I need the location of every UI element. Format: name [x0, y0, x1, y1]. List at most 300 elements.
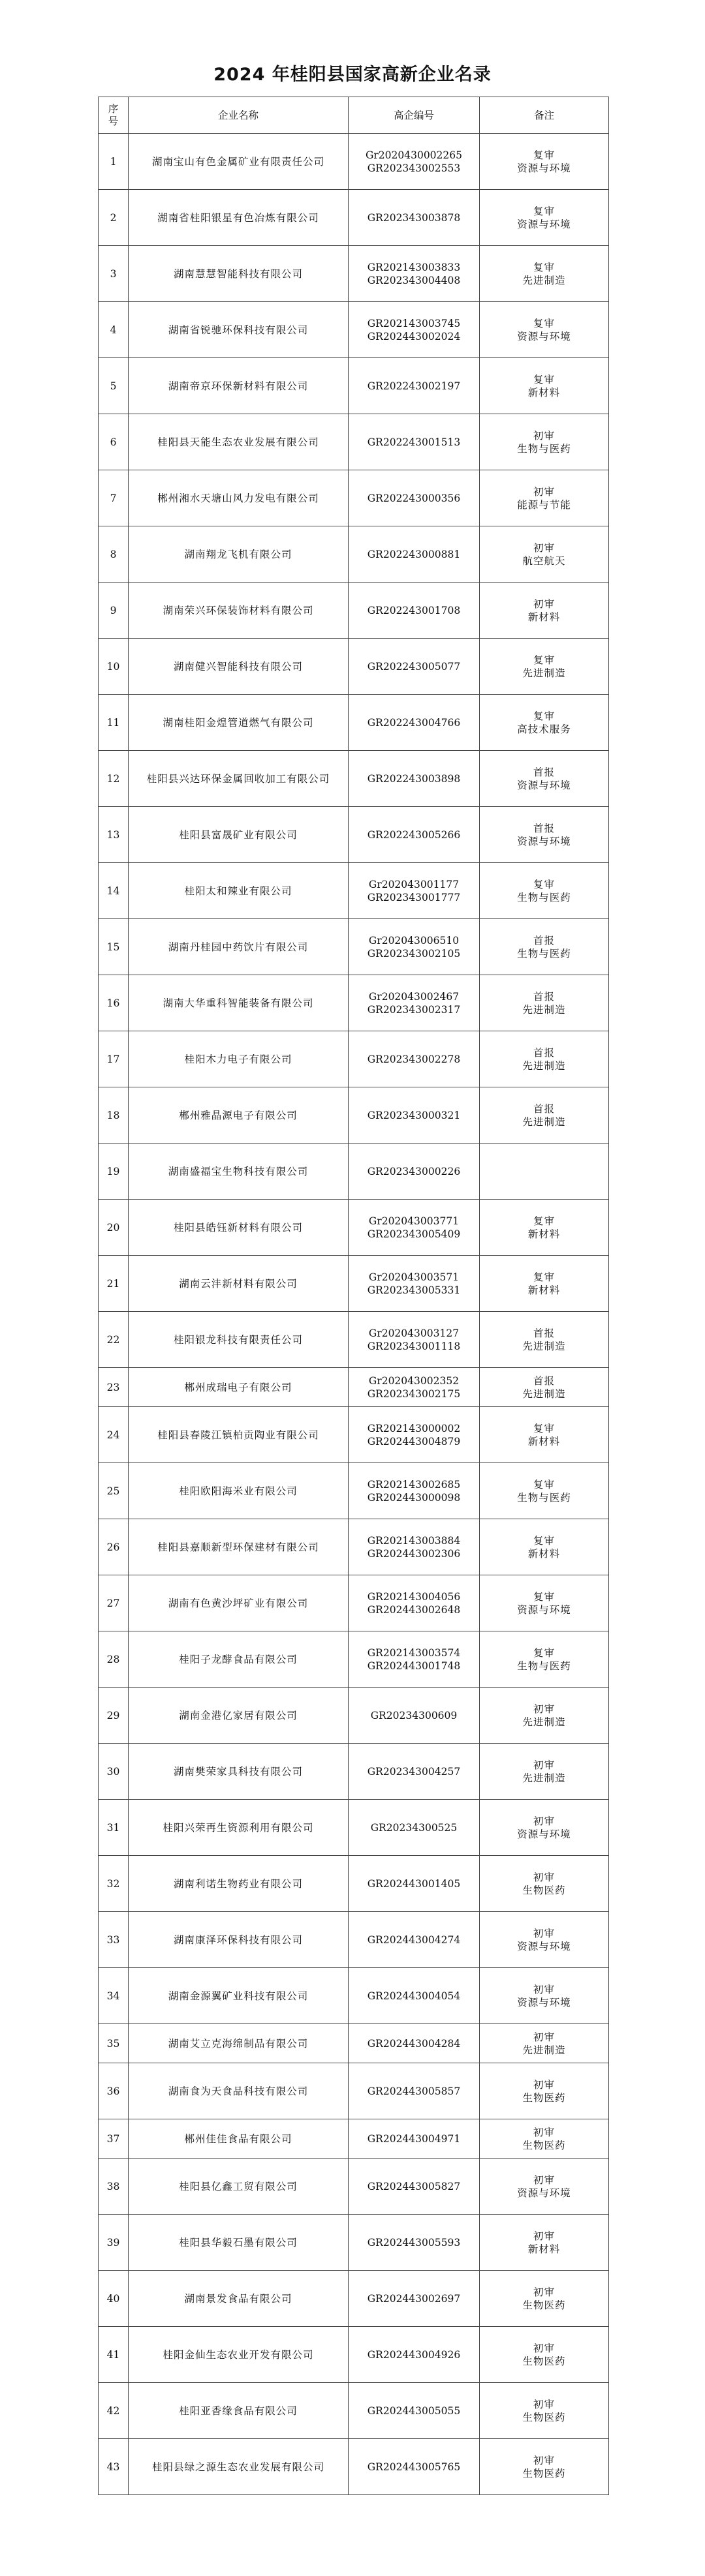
cert-code: GR202443004274 [367, 1933, 461, 1946]
remarks [480, 470, 609, 526]
review-status: 初审 [533, 541, 555, 554]
table-row [99, 919, 609, 975]
review-status: 初审 [533, 2398, 555, 2410]
tech-field: 新材料 [527, 1547, 561, 1560]
review-status: 首报 [533, 934, 555, 947]
tech-field: 生物医药 [522, 2411, 566, 2423]
cert-codes [349, 863, 480, 919]
review-status: 初审 [533, 1815, 555, 1827]
cert-code: GR202443005055 [367, 2404, 461, 2417]
cert-code: GR202443002306 [367, 1547, 461, 1560]
remarks [480, 1463, 609, 1519]
remarks [480, 751, 609, 807]
cert-codes [349, 583, 480, 639]
row-number: 12 [99, 751, 129, 807]
table-row [99, 1575, 609, 1631]
review-status: 复审 [533, 1590, 555, 1603]
company-name: 桂阳太和辣业有限公司 [129, 863, 349, 919]
row-number: 30 [99, 1744, 129, 1800]
row-number: 9 [99, 583, 129, 639]
cert-codes [349, 302, 480, 358]
row-number: 14 [99, 863, 129, 919]
remarks [480, 1968, 609, 2024]
row-number: 7 [99, 470, 129, 526]
company-name: 桂阳县富晟矿业有限公司 [129, 807, 349, 863]
row-number: 36 [99, 2063, 129, 2119]
tech-field: 生物与医药 [517, 891, 571, 903]
tech-field: 资源与环境 [517, 779, 571, 791]
table-row [99, 2215, 609, 2271]
review-status: 初审 [533, 1703, 555, 1715]
cert-code: GR202343002278 [367, 1053, 461, 1065]
cert-code: Gr202043003127 [368, 1327, 460, 1339]
review-status: 初审 [533, 1983, 555, 1995]
cert-code: Gr202043003571 [368, 1271, 460, 1283]
company-name: 桂阳县兴达环保金属回收加工有限公司 [129, 751, 349, 807]
tech-field: 资源与环境 [517, 162, 571, 174]
table-row [99, 1087, 609, 1144]
table-row [99, 1968, 609, 2024]
cert-code: Gr202043002352 [368, 1374, 460, 1387]
cert-code: GR202443005827 [367, 2180, 461, 2192]
cert-code: GR202443005765 [367, 2461, 461, 2473]
remarks [480, 2439, 609, 2495]
cert-code: GR202443004971 [367, 2132, 461, 2145]
cert-code: GR202343001777 [367, 891, 461, 903]
review-status: 复审 [533, 1646, 555, 1659]
cert-codes [349, 246, 480, 302]
remarks [480, 2271, 609, 2327]
cert-codes [349, 639, 480, 695]
table-row [99, 751, 609, 807]
table-row [99, 2119, 609, 2159]
company-name: 郴州湘水天塘山风力发电有限公司 [129, 470, 349, 526]
tech-field: 先进制造 [522, 1115, 566, 1128]
company-name: 湖南荣兴环保装饰材料有限公司 [129, 583, 349, 639]
remarks [480, 2024, 609, 2063]
review-status: 初审 [533, 429, 555, 442]
tech-field: 新材料 [527, 1435, 561, 1447]
cert-code: GR202243001513 [367, 436, 461, 448]
cert-codes [349, 975, 480, 1031]
tech-field: 高技术服务 [517, 723, 571, 735]
cert-code: GR202343005331 [367, 1284, 461, 1296]
table-row [99, 1519, 609, 1575]
company-name: 湖南食为天食品科技有限公司 [129, 2063, 349, 2119]
review-status: 初审 [533, 2286, 555, 2298]
table-row [99, 863, 609, 919]
header-code: 高企编号 [349, 97, 480, 134]
cert-codes [349, 807, 480, 863]
company-name: 湖南康泽环保科技有限公司 [129, 1912, 349, 1968]
cert-code: Gr202043002467 [368, 990, 460, 1003]
cert-codes [349, 1575, 480, 1631]
table-row [99, 1368, 609, 1407]
company-name: 桂阳县嘉顺新型环保建材有限公司 [129, 1519, 349, 1575]
table-row [99, 1144, 609, 1200]
cert-code: GR202143002685 [367, 1478, 461, 1491]
remarks [480, 919, 609, 975]
table-row [99, 2327, 609, 2383]
tech-field: 新材料 [527, 611, 561, 623]
cert-codes [349, 1744, 480, 1800]
review-status: 首报 [533, 990, 555, 1003]
remarks [480, 414, 609, 470]
table-row [99, 639, 609, 695]
cert-code: GR202443001748 [367, 1659, 461, 1672]
table-row [99, 246, 609, 302]
enterprise-table [98, 97, 609, 2495]
cert-codes [349, 526, 480, 583]
row-number: 3 [99, 246, 129, 302]
company-name: 湖南健兴智能科技有限公司 [129, 639, 349, 695]
tech-field: 生物医药 [522, 2091, 566, 2104]
cert-code: GR202143003745 [367, 317, 461, 329]
company-name: 湖南翔龙飞机有限公司 [129, 526, 349, 583]
tech-field: 先进制造 [522, 1340, 566, 1352]
cert-codes [349, 1631, 480, 1688]
row-number: 26 [99, 1519, 129, 1575]
row-number: 39 [99, 2215, 129, 2271]
row-number: 42 [99, 2383, 129, 2439]
review-status: 复审 [533, 317, 555, 329]
cert-code: Gr2020430002265 [366, 149, 462, 161]
cert-codes [349, 1463, 480, 1519]
remarks [480, 1144, 609, 1200]
table-row [99, 470, 609, 526]
table-row [99, 2063, 609, 2119]
remarks [480, 639, 609, 695]
tech-field: 先进制造 [522, 1059, 566, 1072]
cert-code: GR202343004257 [367, 1765, 461, 1778]
company-name: 桂阳县春陵江镇柏贡陶业有限公司 [129, 1407, 349, 1463]
table-row [99, 1463, 609, 1519]
review-status: 首报 [533, 1102, 555, 1115]
cert-code: GR202443001405 [367, 1877, 461, 1890]
remarks [480, 807, 609, 863]
table-row [99, 414, 609, 470]
cert-codes [349, 2439, 480, 2495]
company-name: 湖南省锐驰环保科技有限公司 [129, 302, 349, 358]
table-row [99, 190, 609, 246]
cert-codes [349, 1519, 480, 1575]
review-status: 复审 [533, 1534, 555, 1547]
row-number: 24 [99, 1407, 129, 1463]
tech-field: 生物与医药 [517, 1659, 571, 1672]
review-status: 初审 [533, 2126, 555, 2138]
company-name: 湖南樊荣家具科技有限公司 [129, 1744, 349, 1800]
remarks [480, 246, 609, 302]
cert-code: GR202243005266 [367, 828, 461, 841]
review-status: 初审 [533, 1759, 555, 1771]
tech-field: 先进制造 [522, 2044, 566, 2056]
company-name: 湖南艾立克海绵制品有限公司 [129, 2024, 349, 2063]
cert-codes [349, 2024, 480, 2063]
table-row [99, 358, 609, 414]
table-row [99, 1800, 609, 1856]
company-name: 湖南丹桂园中药饮片有限公司 [129, 919, 349, 975]
row-number: 19 [99, 1144, 129, 1200]
company-name: 湖南宝山有色金属矿业有限责任公司 [129, 134, 349, 190]
row-number: 1 [99, 134, 129, 190]
review-status: 复审 [533, 261, 555, 273]
table-row [99, 302, 609, 358]
review-status: 复审 [533, 710, 555, 722]
cert-code: GR202443004926 [367, 2348, 461, 2361]
cert-code: GR202443005857 [367, 2085, 461, 2097]
tech-field: 新材料 [527, 386, 561, 399]
table-row [99, 2383, 609, 2439]
remarks [480, 1031, 609, 1087]
cert-code: GR202243004766 [367, 716, 461, 729]
review-status: 复审 [533, 1271, 555, 1283]
cert-codes [349, 919, 480, 975]
cert-code: GR202443000098 [367, 1491, 461, 1504]
company-name: 湖南利诺生物药业有限公司 [129, 1856, 349, 1912]
remarks [480, 1407, 609, 1463]
cert-codes [349, 1144, 480, 1200]
table-row [99, 1912, 609, 1968]
tech-field: 生物与医药 [517, 947, 571, 960]
remarks [480, 1744, 609, 1800]
tech-field: 生物医药 [522, 2299, 566, 2311]
row-number: 25 [99, 1463, 129, 1519]
tech-field: 生物医药 [522, 2355, 566, 2367]
company-name: 桂阳木力电子有限公司 [129, 1031, 349, 1087]
cert-codes [349, 2119, 480, 2159]
cert-code: GR202443002024 [367, 330, 461, 342]
header-name: 企业名称 [129, 97, 349, 134]
row-number: 5 [99, 358, 129, 414]
review-status: 首报 [533, 766, 555, 778]
cert-code: GR202243005077 [367, 660, 461, 673]
review-status: 初审 [533, 2454, 555, 2466]
company-name: 湖南云沣新材料有限公司 [129, 1256, 349, 1312]
row-number: 43 [99, 2439, 129, 2495]
cert-codes [349, 1312, 480, 1368]
row-number: 38 [99, 2159, 129, 2215]
cert-code: GR202343001118 [367, 1340, 461, 1352]
cert-code: GR202343000321 [367, 1109, 461, 1121]
remarks [480, 1256, 609, 1312]
tech-field: 先进制造 [522, 1772, 566, 1784]
cert-codes [349, 1256, 480, 1312]
row-number: 29 [99, 1688, 129, 1744]
row-number: 32 [99, 1856, 129, 1912]
review-status: 首报 [533, 1046, 555, 1059]
row-number: 4 [99, 302, 129, 358]
cert-code: GR202243003898 [367, 772, 461, 785]
table-row [99, 583, 609, 639]
table-row [99, 1312, 609, 1368]
cert-codes [349, 695, 480, 751]
table-row [99, 1688, 609, 1744]
company-name: 湖南桂阳金煌管道燃气有限公司 [129, 695, 349, 751]
company-name: 湖南大华重科智能装备有限公司 [129, 975, 349, 1031]
header-seq: 序号 [99, 97, 129, 134]
cert-code: GR202243000356 [367, 492, 461, 504]
row-number: 10 [99, 639, 129, 695]
tech-field: 资源与环境 [517, 218, 571, 230]
cert-code: GR20234300609 [370, 1709, 458, 1721]
tech-field: 生物医药 [522, 2139, 566, 2151]
row-number: 2 [99, 190, 129, 246]
company-name: 桂阳县华毅石墨有限公司 [129, 2215, 349, 2271]
review-status: 初审 [533, 2342, 555, 2354]
table-row [99, 1256, 609, 1312]
tech-field: 先进制造 [522, 1387, 566, 1400]
review-status: 复审 [533, 1422, 555, 1434]
cert-code: GR202243000881 [367, 548, 461, 560]
cert-code: Gr202043006510 [368, 934, 460, 947]
tech-field: 新材料 [527, 1228, 561, 1240]
cert-code: GR202443004879 [367, 1435, 461, 1447]
company-name: 湖南金港亿家居有限公司 [129, 1688, 349, 1744]
remarks [480, 526, 609, 583]
tech-field: 生物与医药 [517, 442, 571, 455]
cert-code: GR202343000226 [367, 1165, 461, 1177]
row-number: 16 [99, 975, 129, 1031]
row-number: 33 [99, 1912, 129, 1968]
company-name: 桂阳县天能生态农业发展有限公司 [129, 414, 349, 470]
tech-field: 新材料 [527, 2243, 561, 2255]
row-number: 17 [99, 1031, 129, 1087]
table-row [99, 2159, 609, 2215]
cert-code: GR202443004054 [367, 1990, 461, 2002]
remarks [480, 1912, 609, 1968]
cert-codes [349, 1407, 480, 1463]
company-name: 桂阳县绿之源生态农业发展有限公司 [129, 2439, 349, 2495]
tech-field: 先进制造 [522, 1716, 566, 1728]
header-note: 备注 [480, 97, 609, 134]
review-status: 初审 [533, 1871, 555, 1883]
row-number: 28 [99, 1631, 129, 1688]
review-status: 初审 [533, 2031, 555, 2043]
row-number: 18 [99, 1087, 129, 1144]
remarks [480, 2159, 609, 2215]
cert-codes [349, 2271, 480, 2327]
review-status: 初审 [533, 598, 555, 610]
table-row [99, 2024, 609, 2063]
company-name: 桂阳银龙科技有限责任公司 [129, 1312, 349, 1368]
cert-code: GR202243001708 [367, 604, 461, 616]
company-name: 桂阳亚香缘食品有限公司 [129, 2383, 349, 2439]
table-row [99, 1407, 609, 1463]
row-number: 8 [99, 526, 129, 583]
tech-field: 资源与环境 [517, 835, 571, 847]
company-name: 桂阳欧阳海米业有限公司 [129, 1463, 349, 1519]
remarks [480, 1087, 609, 1144]
cert-code: GR202343002175 [367, 1387, 461, 1400]
company-name: 桂阳县亿鑫工贸有限公司 [129, 2159, 349, 2215]
cert-codes [349, 2063, 480, 2119]
table-header-row [99, 97, 609, 134]
company-name: 桂阳县皓钰新材料有限公司 [129, 1200, 349, 1256]
cert-codes [349, 1968, 480, 2024]
remarks [480, 2383, 609, 2439]
remarks [480, 695, 609, 751]
row-number: 37 [99, 2119, 129, 2159]
row-number: 41 [99, 2327, 129, 2383]
company-name: 湖南景发食品有限公司 [129, 2271, 349, 2327]
company-name: 湖南有色黄沙坪矿业有限公司 [129, 1575, 349, 1631]
table-row [99, 2271, 609, 2327]
cert-code: GR202143003833 [367, 261, 461, 273]
row-number: 40 [99, 2271, 129, 2327]
table-row [99, 1200, 609, 1256]
tech-field: 生物医药 [522, 1884, 566, 1896]
row-number: 15 [99, 919, 129, 975]
remarks [480, 2063, 609, 2119]
cert-codes [349, 1200, 480, 1256]
company-name: 桂阳子龙酵食品有限公司 [129, 1631, 349, 1688]
tech-field: 资源与环境 [517, 1940, 571, 1952]
review-status: 复审 [533, 205, 555, 217]
tech-field: 资源与环境 [517, 1603, 571, 1616]
company-name: 湖南金源翼矿业科技有限公司 [129, 1968, 349, 2024]
table-row [99, 1744, 609, 1800]
cert-codes [349, 2159, 480, 2215]
cert-codes [349, 1368, 480, 1407]
remarks [480, 2119, 609, 2159]
tech-field: 能源与节能 [517, 498, 571, 511]
review-status: 复审 [533, 373, 555, 386]
cert-codes [349, 2327, 480, 2383]
row-number: 11 [99, 695, 129, 751]
company-name: 湖南帝京环保新材料有限公司 [129, 358, 349, 414]
company-name: 郴州佳佳食品有限公司 [129, 2119, 349, 2159]
cert-codes [349, 751, 480, 807]
cert-codes [349, 414, 480, 470]
cert-codes [349, 134, 480, 190]
cert-code: GR202343003878 [367, 211, 461, 224]
review-status: 复审 [533, 149, 555, 161]
row-number: 23 [99, 1368, 129, 1407]
tech-field: 航空航天 [522, 554, 566, 567]
remarks [480, 2327, 609, 2383]
review-status: 复审 [533, 654, 555, 666]
cert-code: GR202443004284 [367, 2037, 461, 2050]
company-name: 湖南盛福宝生物科技有限公司 [129, 1144, 349, 1200]
remarks [480, 1856, 609, 1912]
tech-field: 先进制造 [522, 667, 566, 679]
page-title: 2024 年桂阳县国家高新企业名录 [213, 65, 492, 85]
row-number: 13 [99, 807, 129, 863]
review-status: 初审 [533, 1927, 555, 1939]
remarks [480, 1800, 609, 1856]
cert-code: GR202443002697 [367, 2292, 461, 2305]
company-name: 桂阳金仙生态农业开发有限公司 [129, 2327, 349, 2383]
remarks [480, 1368, 609, 1407]
review-status: 初审 [533, 2230, 555, 2242]
cert-codes [349, 358, 480, 414]
remarks [480, 358, 609, 414]
remarks [480, 975, 609, 1031]
table-body [99, 134, 609, 2495]
cert-codes [349, 1087, 480, 1144]
review-status: 初审 [533, 485, 555, 498]
tech-field: 先进制造 [522, 274, 566, 286]
review-status: 初审 [533, 2078, 555, 2091]
review-status: 首报 [533, 1374, 555, 1387]
table-row [99, 1031, 609, 1087]
cert-code: GR202143003884 [367, 1534, 461, 1547]
tech-field: 生物医药 [522, 2467, 566, 2479]
cert-code: GR202143000002 [367, 1422, 461, 1434]
review-status: 初审 [533, 2174, 555, 2186]
tech-field: 资源与环境 [517, 2187, 571, 2199]
table-row [99, 134, 609, 190]
